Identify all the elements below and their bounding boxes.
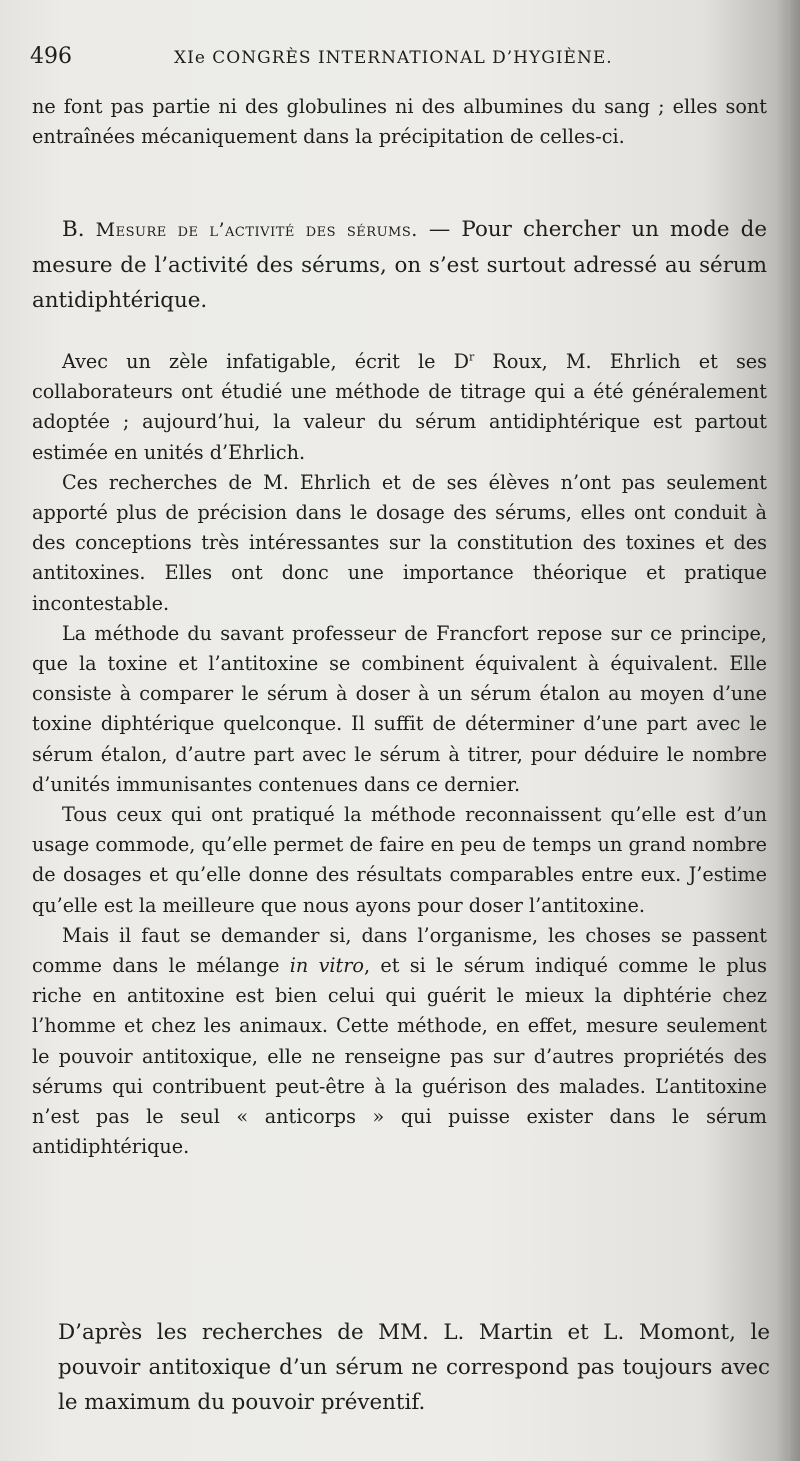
closing-text: D’après les recherches de MM. L. Martin et L. Momont, le pouvoir antitoxique d’un sérum ne correspond pas toujours avec le maximum du pouvoir préventif.	[58, 1320, 770, 1415]
quote-p1-sup: r	[469, 350, 475, 364]
section-b	[32, 212, 767, 318]
quote-p5-italic: in vitro	[289, 954, 364, 978]
running-title	[174, 48, 613, 68]
section-b-label: B.	[62, 217, 85, 242]
quote-paragraph-3: La méthode du savant professeur de Francfort repose sur ce principe, que la toxine et l’antitoxine se combinent équivalent à équivalent. Elle consiste à comparer le sérum à doser à un sérum étalon au moyen d’une toxine diphtérique quelconque. Il suffit de déterminer d’une part avec le sérum étalon, d’autre part avec le sérum à titrer, pour déduire le nombre d’unités immunisantes contenues dans ce dernier.	[32, 621, 767, 796]
quote-p1-start: Avec un zèle infatigable, écrit le D	[62, 350, 469, 373]
quote-paragraph-5	[32, 921, 767, 1163]
continuation-text: ne font pas partie ni des globulines ni des albumines du sang ; elles sont entraînées mécaniquement dans la précipitation de celles-ci.	[32, 95, 767, 149]
closing-paragraph	[58, 1315, 770, 1420]
page-number: 496	[30, 44, 72, 69]
section-b-heading: Mesure de l’activité des sérums.	[95, 219, 418, 241]
quote-p5-start: Mais il faut se demander si, dans l’organisme, les choses se passent comme dans le mélange	[32, 923, 767, 978]
section-b-paragraph	[32, 212, 767, 318]
quote-paragraph-1	[32, 347, 767, 468]
running-title-roman: XIe	[174, 48, 206, 68]
quote-p5-end: , et si le sérum indiqué comme le plus riche en antitoxine est bien celui qui guérit le mieux la diphtérie chez l’homme et chez les animaux. Cette méthode, en effet, mesure seulement le pouvoir antitoxique, elle ne renseigne pas sur d’autres propriétés des sérums qui contribuent peut-être à la guérison des malades. L’antitoxine n’est pas le seul « anticorps » qui puisse exister dans le sérum antidiphtérique.	[32, 954, 767, 1159]
running-title-text: CONGRÈS INTERNATIONAL D’HYGIÈNE.	[212, 48, 613, 68]
quote-p1-end: Roux, M. Ehrlich et ses collaborateurs ont étudié une méthode de titrage qui a été généralement adoptée ; aujourd’hui, la valeur du sérum antidiphtérique est partout estimée en unités d’Ehrlich.	[32, 350, 768, 464]
quoted-passage	[32, 347, 767, 1162]
quote-paragraph-4: Tous ceux qui ont pratiqué la méthode reconnaissent qu’elle est d’un usage commode, qu’elle permet de faire en peu de temps un grand nombre de dosages et qu’elle donne des résultats comparables entre eux. J’estime qu’elle est la meilleure que nous ayons pour doser l’antitoxine.	[32, 803, 767, 917]
section-b-text: — Pour chercher un mode de mesure de l’activité des sérums, on s’est surtout adressé au sérum antidiphtérique.	[32, 217, 767, 313]
quote-paragraph-2: Ces recherches de M. Ehrlich et de ses élèves n’ont pas seulement apporté plus de précision dans le dosage des sérums, elles ont conduit à des conceptions très intéressantes sur la constitution des toxines et des antitoxines. Elles ont donc une importance théorique et pratique incontestable.	[32, 470, 767, 615]
continuation-paragraph	[32, 92, 767, 152]
page-edge-shadow	[788, 0, 790, 1461]
